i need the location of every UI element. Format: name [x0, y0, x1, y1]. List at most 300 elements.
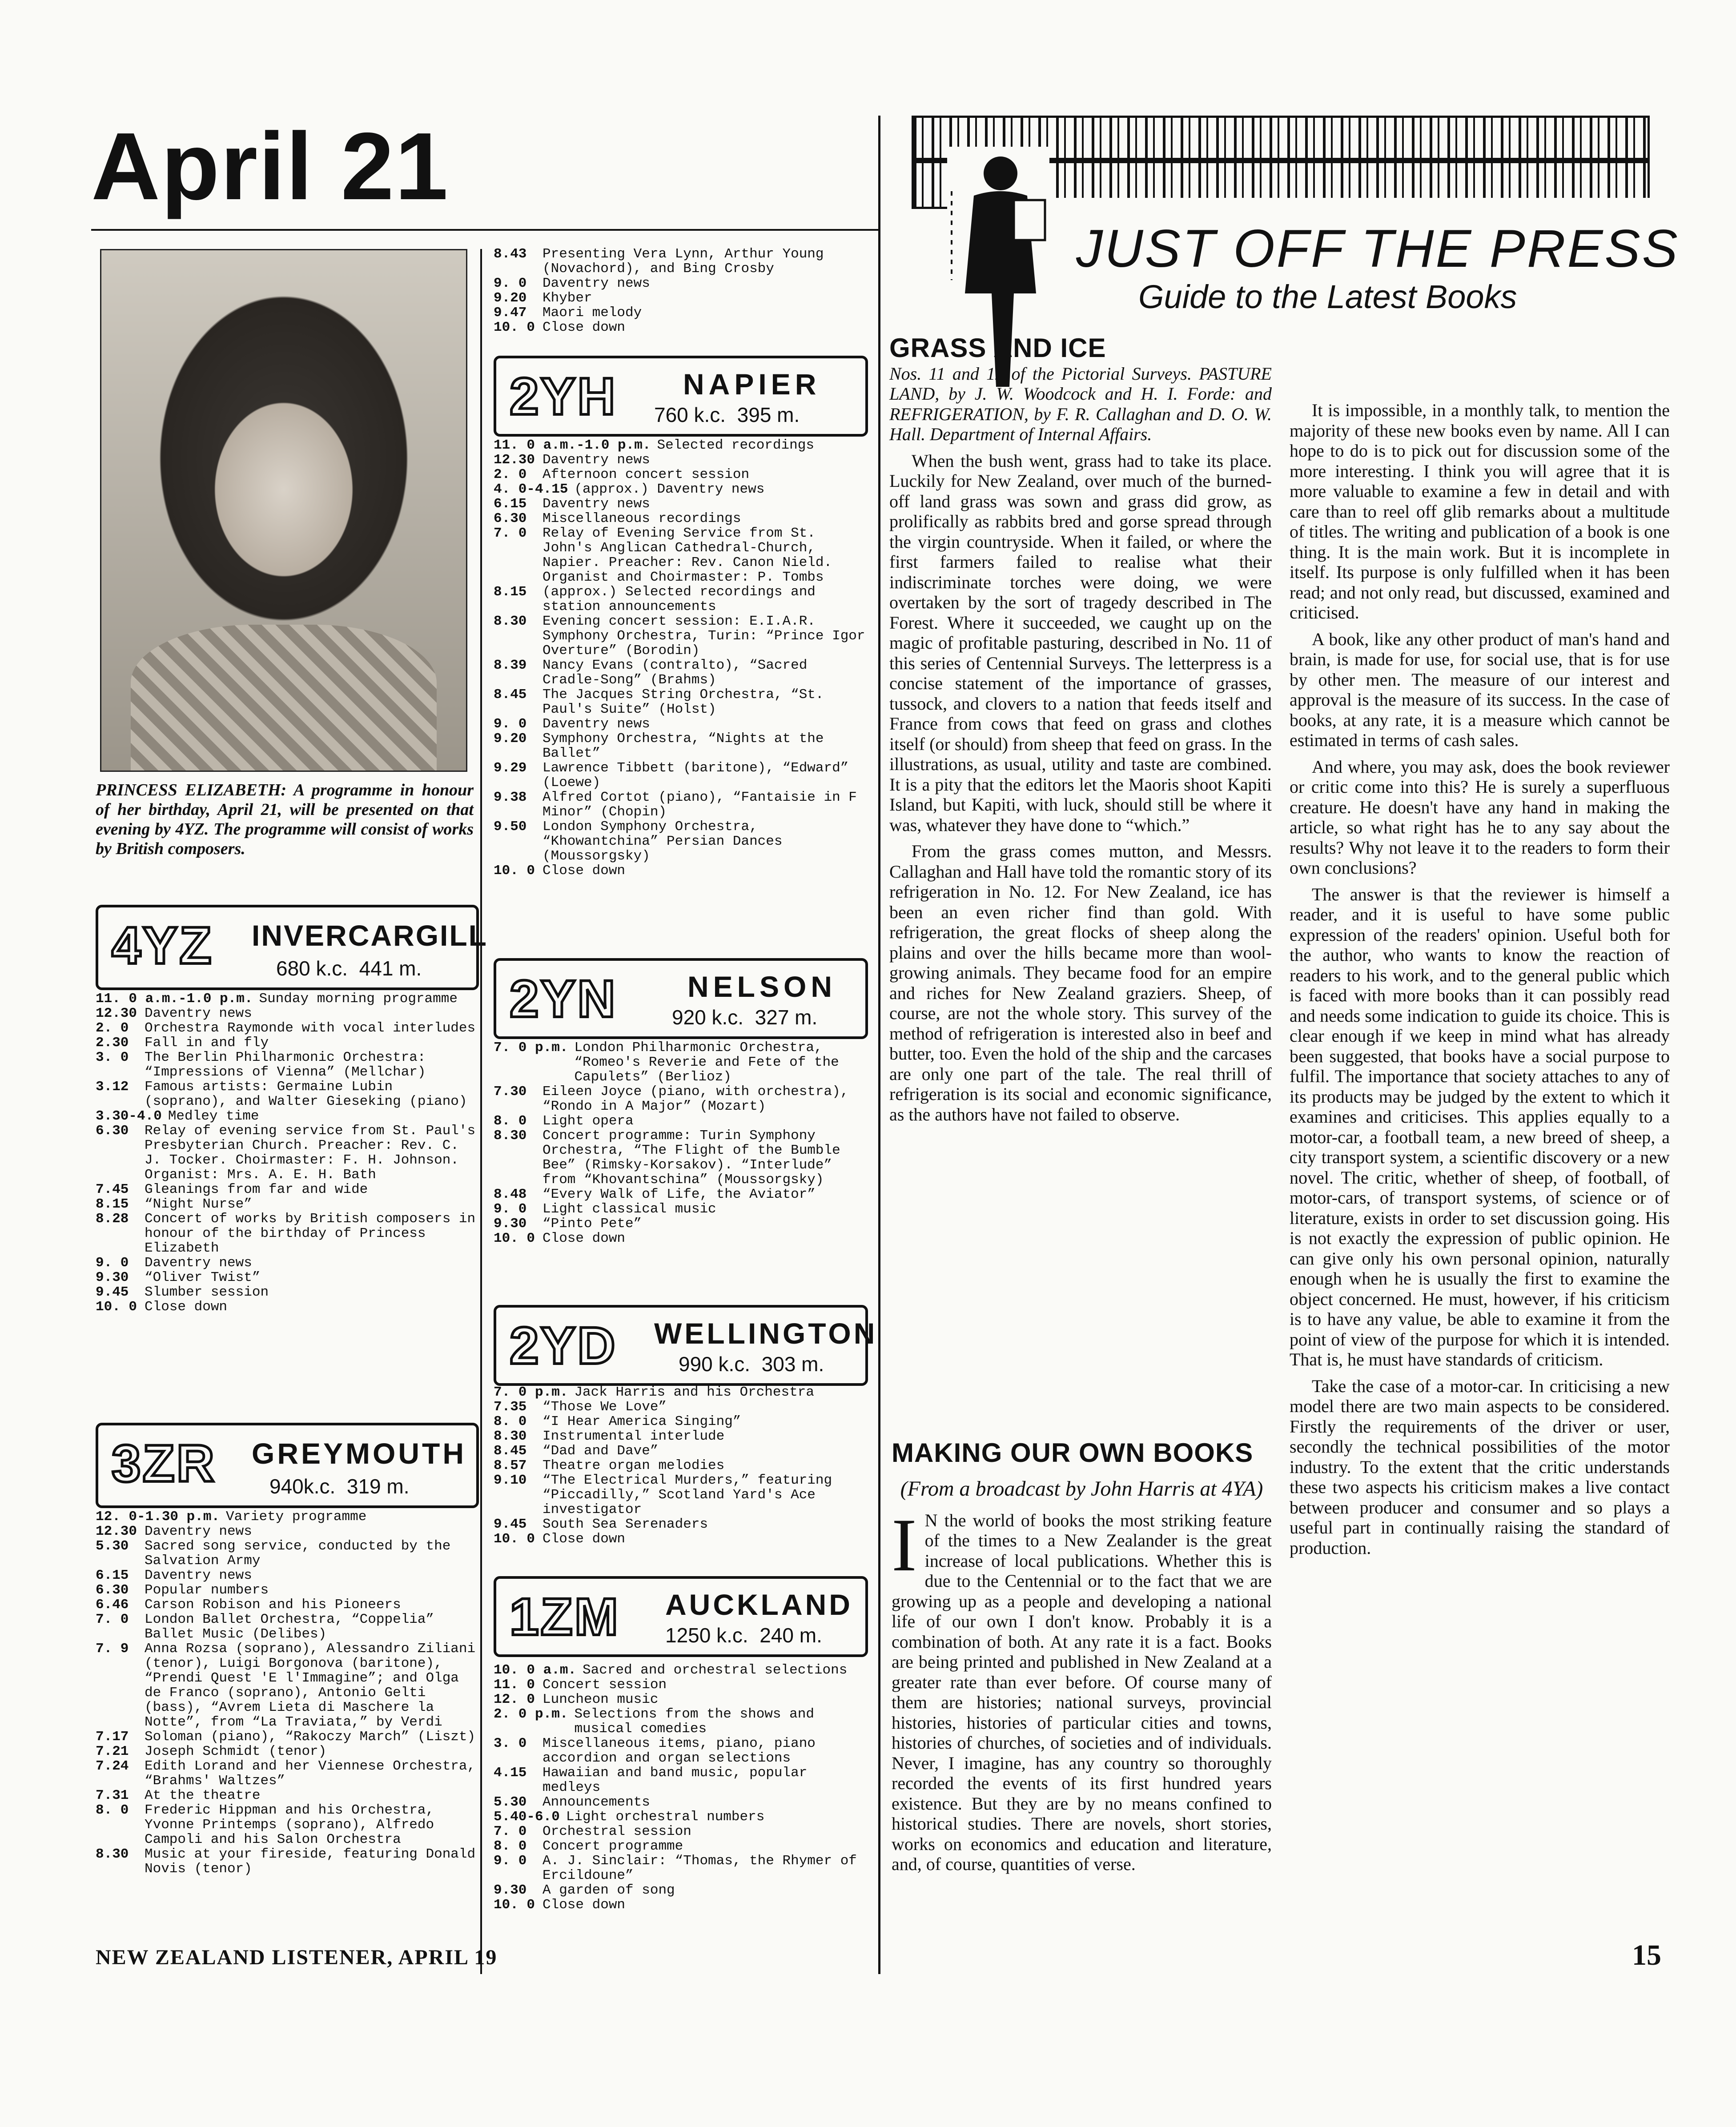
schedule-item	[494, 1532, 872, 1546]
station-frequency: 1250 k.c. 240 m.	[665, 1624, 822, 1647]
schedule-description: A garden of song	[542, 1882, 675, 1898]
schedule-time: 11. 0	[494, 1677, 535, 1693]
schedule-time: 12.30	[96, 1524, 137, 1539]
schedule-description: Joseph Schmidt (tenor)	[145, 1744, 327, 1759]
schedule-item	[96, 1744, 478, 1759]
schedule-time: 11. 0 a.m.-1.0 p.m.	[494, 437, 651, 453]
station-header-4yz	[96, 905, 488, 990]
photo-caption: PRINCESS ELIZABETH: A programme in honour of her birthday, April 21, will be presented on that evening by 4YZ. The programme will consist of works by British composers.	[96, 781, 474, 858]
schedule-description: Daventry news	[542, 276, 650, 291]
schedule-description: Daventry news	[542, 716, 650, 732]
station-city: NELSON	[687, 970, 837, 1003]
schedule-item	[494, 585, 872, 614]
schedule-4yz	[96, 991, 478, 1314]
schedule-description: Maori melody	[542, 305, 642, 321]
schedule-item	[96, 991, 478, 1006]
schedule-time: 9. 0	[494, 276, 527, 291]
station-city: NAPIER	[683, 368, 821, 401]
schedule-time: 9.47	[494, 305, 527, 321]
station-header-2yn	[494, 958, 868, 1039]
schedule-description: Famous artists: Germaine Lubin (soprano), and Walter Gieseking (piano)	[145, 1079, 467, 1109]
schedule-description: Light orchestral numbers	[566, 1809, 765, 1825]
schedule-time: 9.10	[494, 1473, 527, 1488]
drop-cap: I	[892, 1503, 917, 1587]
schedule-time: 9.45	[96, 1284, 129, 1300]
schedule-item	[494, 1114, 872, 1128]
station-call-sign: 2YH	[510, 367, 617, 426]
schedule-time: 9.20	[494, 290, 527, 306]
schedule-item	[494, 1839, 872, 1854]
page-footer: NEW ZEALAND LISTENER, APRIL 19	[96, 1946, 498, 1969]
schedule-time: 10. 0	[494, 1531, 535, 1547]
schedule-time: 9. 0	[494, 716, 527, 732]
schedule-time: 6.30	[96, 1582, 129, 1598]
schedule-item	[494, 1898, 872, 1912]
schedule-item	[494, 320, 872, 335]
schedule-description: Announcements	[542, 1794, 650, 1810]
schedule-description: Symphony Orchestra, “Nights at the Ballet”	[542, 731, 824, 761]
schedule-time: 9.50	[494, 819, 527, 835]
station-city: WELLINGTON	[654, 1317, 878, 1350]
schedule-item	[494, 1458, 872, 1473]
schedule-item	[494, 819, 872, 863]
schedule-description: Close down	[542, 1531, 626, 1547]
schedule-time: 8. 0	[494, 1414, 527, 1429]
schedule-item	[96, 1524, 478, 1539]
schedule-description: Variety programme	[226, 1509, 367, 1525]
schedule-item	[494, 1385, 872, 1400]
station-call-sign: 2YD	[510, 1316, 617, 1375]
schedule-description: Close down	[542, 1897, 626, 1913]
schedule-item	[96, 1730, 478, 1744]
bookshelf-gap	[967, 198, 1656, 216]
schedule-description: Daventry news	[145, 1524, 252, 1539]
schedule-item	[96, 1182, 478, 1197]
schedule-description: Frederic Hippman and his Orchestra, Yvonne Printemps (soprano), Alfredo Campoli and his Salon Orchestra	[145, 1802, 434, 1847]
station-call-sign: 4YZ	[112, 916, 213, 975]
station-city: INVERCARGILL	[252, 919, 488, 952]
schedule-item	[96, 1759, 478, 1788]
page-number: 15	[1632, 1939, 1661, 1971]
schedule-time: 2. 0 p.m.	[494, 1706, 568, 1722]
schedule-description: Daventry news	[145, 1006, 252, 1021]
schedule-item	[494, 1429, 872, 1444]
schedule-description: Concert of works by British composers in honour of the birthday of Princess Elizabeth	[145, 1211, 476, 1256]
schedule-item	[96, 1050, 478, 1080]
page-date-title: April 21	[91, 112, 449, 220]
schedule-time: 10. 0	[494, 863, 535, 879]
schedule-item	[494, 1040, 872, 1084]
photo-dress-pattern	[131, 625, 437, 771]
schedule-item	[96, 1539, 478, 1568]
station-frequency: 990 k.c. 303 m.	[679, 1352, 824, 1376]
schedule-item	[494, 1883, 872, 1898]
schedule-item	[494, 1444, 872, 1458]
schedule-item	[494, 1187, 872, 1202]
schedule-description: Presenting Vera Lynn, Arthur Young (Novachord), and Bing Crosby	[542, 246, 824, 277]
schedule-time: 9.30	[96, 1270, 129, 1285]
article-byline: Nos. 11 and 12 of the Pictorial Surveys. PASTURE LAND, by J. W. Woodcock and H. I. Forde: and REFRIGERATION, by F. R. Callaghan and D. O. W. Hall. Department of Internal Affairs.	[889, 363, 1272, 444]
schedule-time: 9. 0	[494, 1853, 527, 1869]
article-paragraph: A book, like any other product of man's hand and brain, is made for use, for social use, that is for use by other men. The measure of our interest and approval is the measure of its success. In the case of books, at any rate, it is a measure which cannot be estimated in terms of cash sales.	[1290, 629, 1670, 750]
station-city: GREYMOUTH	[252, 1437, 466, 1470]
schedule-item	[494, 1663, 872, 1678]
schedule-description: “The Electrical Murders,” featuring “Piccadilly,” Scotland Yard's Ace investigator	[542, 1473, 832, 1517]
schedule-time: 8.30	[494, 614, 527, 629]
schedule-description: “Night Nurse”	[145, 1196, 252, 1212]
article-paragraph: When the bush went, grass had to take its place. Luckily for New Zealand, over much of the burned-off land grass was sown and grass did grow, as prolifically as rabbits bred and gorse spread through the virgin countryside. When it failed, or where the first farmers failed to realise what their indiscriminate torches were doing, we were overtaken by the sort of tragedy described in The Forest. Where it succeeded, we caught up on the magic of profitable pasturing, described in No. 11 of this series of Centennial Surveys. The letterpress is a concise statement of the importance of grasses, tussock, and clovers to a nation that feeds itself and France from cows that feed on grass and clothes itself (or should) from sheep that feed on grass. In the illustrations, as usual, utility and taste are combined. It is a pity that the editors let the Maoris shoot Kapiti Island, but Kapiti, with luck, should still be where it was, whatever they have done to “which.”	[889, 450, 1272, 835]
schedule-item	[96, 1568, 478, 1583]
schedule-description: Theatre organ melodies	[542, 1458, 725, 1473]
schedule-description: Daventry news	[542, 452, 650, 468]
schedule-description: Eileen Joyce (piano, with orchestra), “Rondo in A Major” (Mozart)	[542, 1084, 849, 1114]
station-call-sign: 3ZR	[112, 1434, 216, 1493]
schedule-time: 10. 0	[96, 1299, 137, 1315]
schedule-description: Close down	[145, 1299, 228, 1315]
station-frequency: 680 k.c. 441 m.	[276, 957, 422, 980]
schedule-time: 10. 0	[494, 320, 535, 335]
schedule-time: 7. 0 p.m.	[494, 1385, 568, 1400]
schedule-time: 8.15	[494, 584, 527, 600]
schedule-time: 9.20	[494, 731, 527, 746]
schedule-time: 3.12	[96, 1079, 129, 1095]
schedule-time: 7. 0	[96, 1612, 129, 1627]
schedule-item	[96, 1270, 478, 1285]
schedule-item	[494, 863, 872, 878]
schedule-description: Gleanings from far and wide	[145, 1182, 368, 1197]
schedule-time: 6.46	[96, 1597, 129, 1613]
schedule-time: 2.30	[96, 1035, 129, 1051]
schedule-item	[494, 497, 872, 511]
schedule-item	[96, 1641, 478, 1730]
schedule-description: Miscellaneous items, piano, piano accordion and organ selections	[542, 1736, 816, 1766]
schedule-item	[494, 1202, 872, 1216]
schedule-item	[494, 1084, 872, 1114]
schedule-item	[494, 731, 872, 761]
station-call-sign: 1ZM	[510, 1588, 620, 1646]
schedule-time: 6.30	[494, 511, 527, 526]
schedule-time: 8. 0	[494, 1113, 527, 1129]
schedule-time: 8.57	[494, 1458, 527, 1473]
schedule-description: Khyber	[542, 290, 592, 306]
schedule-description: The Jacques String Orchestra, “St. Paul's Suite” (Holst)	[542, 687, 824, 717]
schedule-description: Instrumental interlude	[542, 1429, 725, 1444]
schedule-time: 3.30-4.0	[96, 1108, 162, 1124]
schedule-time: 8.48	[494, 1187, 527, 1202]
schedule-description: Lawrence Tibbett (baritone), “Edward” (Loewe)	[542, 760, 849, 791]
schedule-description: Sacred and orchestral selections	[583, 1662, 848, 1678]
schedule-item	[494, 1692, 872, 1707]
article-paragraph: It is impossible, in a monthly talk, to mention the majority of these new books even by name. All I can hope to do is to pick out for discussion some of the more interesting. I think you will agree that it is more valuable to examine a few in detail and with care than to reel off glib remarks about a multitude of titles. The writing and publication of a book is one thing. It is the main work. But it is incomplete in itself. Its purpose is only fulfilled when it has been read; and not only read, but discussed, examined and criticised.	[1290, 400, 1670, 622]
schedule-item	[494, 614, 872, 658]
schedule-item	[494, 1824, 872, 1839]
schedule-time: 6.30	[96, 1123, 129, 1139]
schedule-description: Concert programme	[542, 1838, 683, 1854]
schedule-description: Close down	[542, 863, 626, 879]
schedule-time: 8.30	[96, 1846, 129, 1862]
schedule-description: “I Hear America Singing”	[542, 1414, 741, 1429]
schedule-description: At the theatre	[145, 1788, 261, 1803]
schedule-description: “Every Walk of Life, the Aviator”	[542, 1187, 816, 1202]
schedule-time: 5.40-6.0	[494, 1809, 560, 1825]
schedule-description: Sunday morning programme	[259, 991, 458, 1007]
princess-elizabeth-photo	[100, 249, 467, 772]
schedule-item	[96, 1212, 478, 1256]
schedule-item	[96, 1285, 478, 1300]
schedule-time: 12. 0	[494, 1692, 535, 1707]
schedule-item	[494, 1400, 872, 1414]
schedule-item	[494, 1678, 872, 1692]
schedule-item	[494, 438, 872, 453]
schedule-description: Edith Lorand and her Viennese Orchestra, “Brahms' Waltzes”	[145, 1758, 476, 1789]
schedule-time: 3. 0	[96, 1050, 129, 1065]
press-title: JUST OFF THE PRESS	[1076, 219, 1680, 278]
schedule-item	[494, 247, 872, 276]
schedule-time: 8.45	[494, 1443, 527, 1459]
schedule-description: Afternoon concert session	[542, 467, 750, 482]
schedule-description: Orchestra Raymonde with vocal interludes	[145, 1020, 476, 1036]
schedule-description: Light opera	[542, 1113, 634, 1129]
column-rule-left	[480, 249, 482, 1974]
title-underline	[91, 229, 878, 231]
schedule-description: London Symphony Orchestra, “Khowantchina” Persian Dances (Moussorgsky)	[542, 819, 783, 864]
article-making-our-own-books	[892, 1438, 1272, 1881]
schedule-item	[494, 467, 872, 482]
station-header-2yh	[494, 356, 868, 437]
schedule-description: Orchestral session	[542, 1824, 691, 1839]
schedule-description: Soloman (piano), “Rakoczy March” (Liszt)	[145, 1729, 476, 1745]
schedule-item	[494, 291, 872, 305]
schedule-item	[494, 1216, 872, 1231]
schedule-item	[494, 1766, 872, 1795]
schedule-description: Miscellaneous recordings	[542, 511, 741, 526]
station-frequency: 760 k.c. 395 m.	[654, 403, 800, 426]
schedule-item	[96, 1035, 478, 1050]
schedule-item	[494, 1736, 872, 1766]
schedule-item	[494, 1707, 872, 1736]
article-paragraph: And where, you may ask, does the book reviewer or critic come into this? He is surely a superfluous creature. He doesn't have any hand in making the article, so what right has he to any say about the results? Why not leave it to the readers to form their own conclusions?	[1290, 756, 1670, 878]
column-rule-middle	[878, 116, 880, 1974]
article-paragraph: I N the world of books the most striking feature of the times to a New Zealander is the great increase of local publications. Whether this is due to the Centennial or to the fact that we are growing up as a people and developing a national life of our own I don't know. Probably it is a combination of both. At any rate it is a fact. Books are being printed and published in New Zealand at a greater rate than ever before. Of course many of them are histories; national surveys, provincial histories, histories of particular cities and towns, histories of churches, of societies and of individuals. Never, I imagine, has any country so thoroughly recorded the events of its first hundred years existence. But they are by no means confined to historical studies. There are novels, short stories, works on economics and education and literature, and, of course, quantities of verse.	[892, 1503, 1272, 1874]
schedule-description: Light classical music	[542, 1201, 716, 1217]
schedule-description: Close down	[542, 1231, 626, 1246]
schedule-description: “Those We Love”	[542, 1399, 667, 1415]
schedule-item	[96, 1006, 478, 1021]
schedule-description: The Berlin Philharmonic Orchestra: “Impressions of Vienna” (Mellchar)	[145, 1050, 426, 1080]
schedule-continued	[494, 247, 872, 335]
schedule-time: 9. 0	[494, 1201, 527, 1217]
schedule-description: Selected recordings	[657, 437, 814, 453]
schedule-item	[494, 1854, 872, 1883]
schedule-item	[96, 1847, 478, 1876]
schedule-description: “Pinto Pete”	[542, 1216, 642, 1232]
schedule-time: 10. 0	[494, 1897, 535, 1913]
schedule-description: Sacred song service, conducted by the Salvation Army	[145, 1538, 451, 1569]
schedule-time: 7.17	[96, 1729, 129, 1745]
schedule-time: 4. 0-4.15	[494, 482, 568, 497]
schedule-time: 8. 0	[96, 1802, 129, 1818]
schedule-description: Music at your fireside, featuring Donald Novis (tenor)	[145, 1846, 476, 1877]
schedule-2yh	[494, 438, 872, 878]
schedule-item	[96, 1597, 478, 1612]
schedule-description: Jack Harris and his Orchestra	[574, 1385, 814, 1400]
press-subtitle: Guide to the Latest Books	[1138, 278, 1517, 315]
schedule-time: 9. 0	[96, 1255, 129, 1271]
station-header-3zr	[96, 1423, 479, 1508]
schedule-item	[494, 526, 872, 585]
station-header-2yd	[494, 1305, 878, 1386]
schedule-item	[494, 761, 872, 790]
schedule-item	[96, 1803, 478, 1847]
schedule-description: Popular numbers	[145, 1582, 269, 1598]
schedule-time: 8.30	[494, 1128, 527, 1144]
article-grass-and-ice	[889, 333, 1272, 1131]
schedule-item	[494, 453, 872, 467]
schedule-time: 7. 9	[96, 1641, 129, 1657]
schedule-item	[494, 717, 872, 731]
schedule-time: 7. 0	[494, 526, 527, 541]
schedule-description: A. J. Sinclair: “Thomas, the Rhymer of Ercildoune”	[542, 1853, 857, 1883]
schedule-description: Anna Rozsa (soprano), Alessandro Ziliani (tenor), Luigi Borgonova (baritone), “Prendi Quest 'E l'Immagine”; and Olga de Franco (soprano), Antonio Gelti (bass), “Avrem Lieta di Maschere la Notte”, from “La Traviata,” by Verdi	[145, 1641, 476, 1730]
schedule-time: 9.30	[494, 1882, 527, 1898]
schedule-description: Hawaiian and band music, popular medleys	[542, 1765, 808, 1795]
schedule-time: 7. 0	[494, 1824, 527, 1839]
schedule-description: London Ballet Orchestra, “Coppelia” Ballet Music (Delibes)	[145, 1612, 434, 1642]
schedule-description: Luncheon music	[542, 1692, 659, 1707]
schedule-item	[494, 1795, 872, 1810]
schedule-time: 2. 0	[494, 467, 527, 482]
schedule-item	[494, 511, 872, 526]
schedule-time: 8.43	[494, 246, 527, 262]
schedule-time: 4.15	[494, 1765, 527, 1781]
schedule-2yd	[494, 1385, 872, 1546]
schedule-item	[96, 1256, 478, 1270]
schedule-description: Daventry news	[542, 496, 650, 512]
schedule-description: Evening concert session: E.I.A.R. Symphony Orchestra, Turin: “Prince Igor Overture” (Borodin)	[542, 614, 865, 658]
schedule-description: Carson Robison and his Pioneers	[145, 1597, 401, 1613]
schedule-time: 8.28	[96, 1211, 129, 1227]
schedule-time: 9.29	[494, 760, 527, 776]
schedule-2yn	[494, 1040, 872, 1246]
schedule-item	[494, 1231, 872, 1246]
article-paragraph: The answer is that the reviewer is himself a reader, and it is useful to have some public expression of the readers' opinion. Useful both for the author, who wants to know the reaction of readers to his work, and to the general public which is faced with more books than it can possibly read and needs some indication to guide its choice. This is clear enough if we keep in mind what has already been suggested, that books have a social purpose to fulfil. The importance that society attaches to any of its products may be judged by the extent to which it examines and criticises. This applies equally to a motor-car, a football team, a new breed of sheep, a city transport system, a scientific discovery or a new novel. The critic, whether of sheep, of football, of motor-cars, of transport systems, of science or of literature, exists in order to set discussion going. His is not exactly the expression of public opinion. He can give only his own personal opinion, naturally enough when he is usually the first to examine the object concerned. He must, however, if his criticism is to have any value, be able to examine it from the point of view of the purpose for which it is intended. That is, he must have standards of criticism.	[1290, 884, 1670, 1369]
schedule-description: Selections from the shows and musical comedies	[574, 1706, 814, 1737]
station-city: AUCKLAND	[665, 1588, 853, 1621]
schedule-description: Concert programme: Turin Symphony Orchestra, “The Flight of the Bumble Bee” (Rimsky-Korsakov). “Interlude” from “Khovantschina” (Moussorgsky)	[542, 1128, 840, 1188]
schedule-item	[494, 790, 872, 819]
schedule-time: 7.35	[494, 1399, 527, 1415]
station-frequency: 940k.c. 319 m.	[269, 1475, 410, 1498]
schedule-time: 12.30	[494, 452, 535, 468]
schedule-item	[494, 482, 872, 497]
schedule-time: 3. 0	[494, 1736, 527, 1751]
schedule-time: 7.45	[96, 1182, 129, 1197]
schedule-time: 9.38	[494, 790, 527, 805]
schedule-description: Fall in and fly	[145, 1035, 269, 1051]
schedule-item	[96, 1021, 478, 1035]
article-heading: MAKING OUR OWN BOOKS	[892, 1438, 1254, 1468]
schedule-item	[96, 1080, 478, 1109]
schedule-description: Relay of evening service from St. Paul's Presbyterian Church. Preacher: Rev. C. J. Tocker. Choirmaster: F. H. Johnson. Organist: Mrs. A. E. H. Bath	[145, 1123, 476, 1183]
article-making-our-own-books-continued	[1290, 400, 1670, 1564]
schedule-description: (approx.) Selected recordings and station announcements	[542, 584, 816, 614]
schedule-item	[494, 1810, 872, 1824]
schedule-item	[494, 1517, 872, 1532]
schedule-time: 9.30	[494, 1216, 527, 1232]
schedule-item	[494, 658, 872, 687]
schedule-time: 10. 0 a.m.	[494, 1662, 577, 1678]
article-paragraph: From the grass comes mutton, and Messrs. Callaghan and Hall have told the romantic story of its refrigeration in No. 12. For New Zealand, ice has been an even richer find than gold. With refrigeration, the great flocks of sheep along the plains and over the hills became more than wool-growing animals. They became food for an empire and riches for New Zealand graziers. Sheep, of course, are not the whole story. This survey of the method of refrigeration is interested also in beef and butter, too. Even the hold of the ship and the carcases are only one part of the tale. The real thrill of refrigeration is its social and economic significance, as the authors have not failed to observe.	[889, 841, 1272, 1124]
schedule-item	[96, 1300, 478, 1314]
station-frequency: 920 k.c. 327 m.	[672, 1006, 818, 1029]
schedule-time: 7.30	[494, 1084, 527, 1100]
schedule-description: Alfred Cortot (piano), “Fantaisie in F Minor” (Chopin)	[542, 790, 857, 820]
schedule-description: “Dad and Dave”	[542, 1443, 659, 1459]
schedule-time: 10. 0	[494, 1231, 535, 1246]
schedule-time: 6.15	[96, 1568, 129, 1583]
schedule-time: 7.24	[96, 1758, 129, 1774]
schedule-description: “Oliver Twist”	[145, 1270, 261, 1285]
schedule-item	[96, 1788, 478, 1803]
article-heading: GRASS AND ICE	[889, 333, 1106, 363]
schedule-item	[96, 1583, 478, 1597]
schedule-item	[96, 1612, 478, 1641]
schedule-time: 2. 0	[96, 1020, 129, 1036]
schedule-item	[494, 1473, 872, 1517]
schedule-item	[494, 1128, 872, 1187]
schedule-description: Daventry news	[145, 1255, 252, 1271]
schedule-time: 9.45	[494, 1517, 527, 1532]
schedule-description: Close down	[542, 320, 626, 335]
schedule-description: Daventry news	[145, 1568, 252, 1583]
schedule-item	[96, 1109, 478, 1124]
station-header-1zm	[494, 1576, 868, 1657]
schedule-item	[494, 305, 872, 320]
schedule-3zr	[96, 1509, 478, 1876]
schedule-time: 7. 0 p.m.	[494, 1040, 568, 1055]
article-byline: (From a broadcast by John Harris at 4YA)	[900, 1477, 1263, 1501]
schedule-time: 8.45	[494, 687, 527, 702]
schedule-time: 7.31	[96, 1788, 129, 1803]
schedule-item	[494, 276, 872, 291]
schedule-time: 5.30	[96, 1538, 129, 1554]
schedule-time: 8.30	[494, 1429, 527, 1444]
schedule-description: Concert session	[542, 1677, 667, 1693]
schedule-description: South Sea Serenaders	[542, 1517, 708, 1532]
schedule-item	[96, 1197, 478, 1212]
schedule-time: 5.30	[494, 1794, 527, 1810]
schedule-description: Medley time	[168, 1108, 259, 1124]
station-call-sign: 2YN	[510, 970, 617, 1028]
schedule-time: 8.39	[494, 658, 527, 673]
schedule-time: 12.30	[96, 1006, 137, 1021]
schedule-time: 7.21	[96, 1744, 129, 1759]
schedule-time: 6.15	[494, 496, 527, 512]
schedule-time: 8.15	[96, 1196, 129, 1212]
schedule-description: (approx.) Daventry news	[574, 482, 765, 497]
schedule-time: 11. 0 a.m.-1.0 p.m.	[96, 991, 253, 1007]
schedule-description: London Philharmonic Orchestra, “Romeo's Reverie and Fete of the Capulets” (Berlioz)	[574, 1040, 839, 1085]
schedule-time: 12. 0-1.30 p.m.	[96, 1509, 220, 1525]
schedule-description: Relay of Evening Service from St. John's Anglican Cathedral-Church, Napier. Preacher: Rev. Canon Nield. Organist and Choirmaster: P. Tombs	[542, 526, 832, 585]
schedule-1zm	[494, 1663, 872, 1912]
schedule-description: Slumber session	[145, 1284, 269, 1300]
schedule-description: Nancy Evans (contralto), “Sacred Cradle-Song” (Brahms)	[542, 658, 808, 688]
schedule-time: 8. 0	[494, 1838, 527, 1854]
schedule-item	[96, 1124, 478, 1182]
schedule-item	[96, 1509, 478, 1524]
schedule-item	[494, 687, 872, 717]
